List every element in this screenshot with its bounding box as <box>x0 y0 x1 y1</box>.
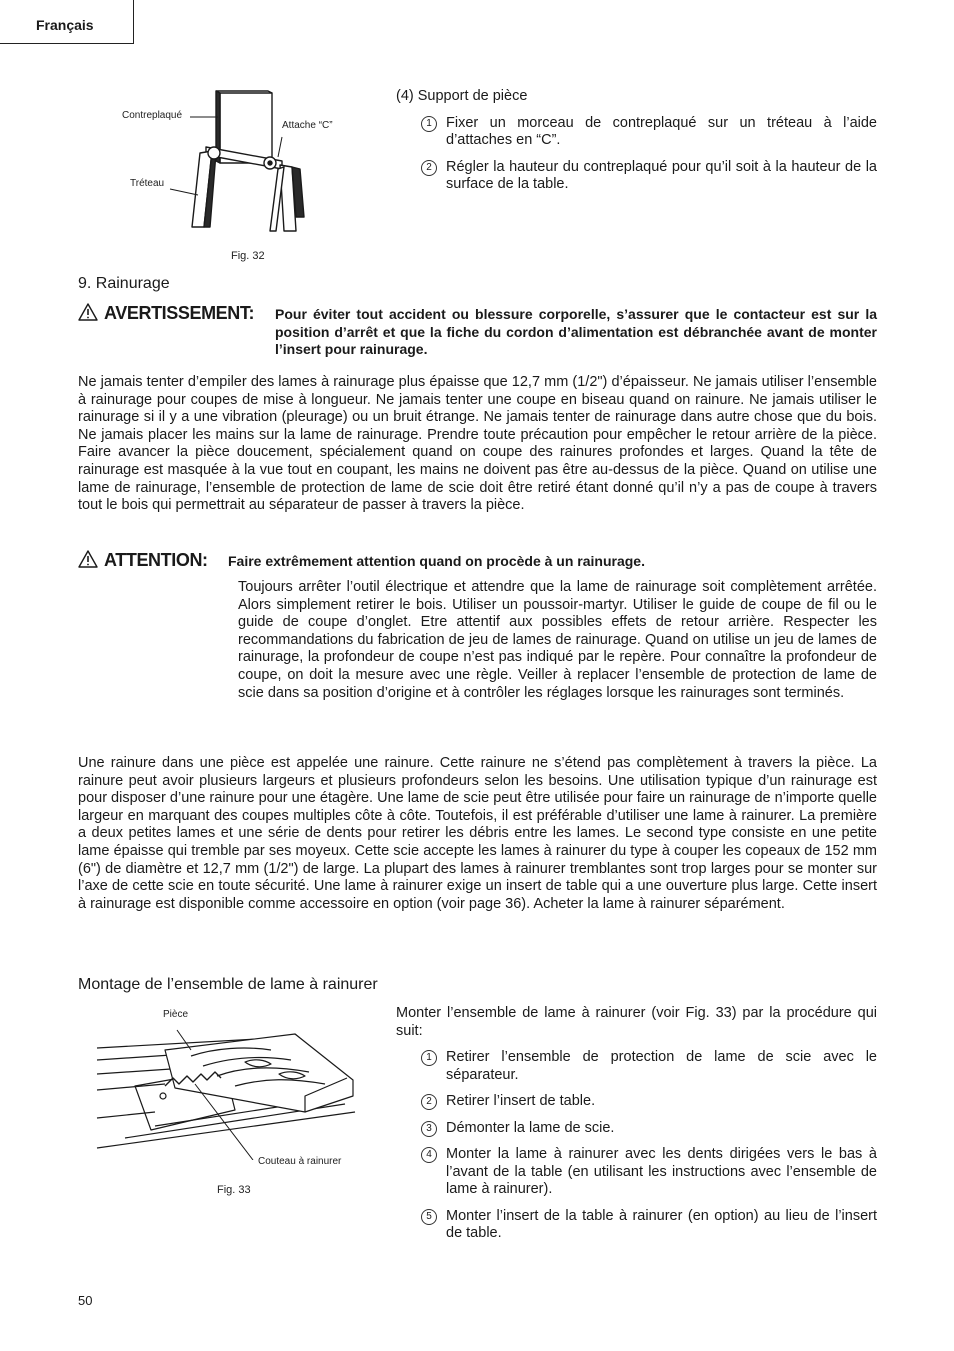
montage-step-1 <box>396 1049 877 1084</box>
step-text: Monter la lame à rainurer avec les dents dirigées vers le bas à l’avant de la table (en utilisant les instructions avec l’ensemble de lame à rainurer). <box>446 1146 877 1197</box>
figure-33-caption: Fig. 33 <box>217 1184 251 1196</box>
step-number: 2 <box>421 160 437 176</box>
step-text: Retirer l’ensemble de protection de lame de scie avec le séparateur. <box>446 1049 877 1083</box>
support-step-1 <box>396 115 877 150</box>
montage-heading: Montage de l’ensemble de lame à rainurer <box>78 976 378 993</box>
step-text: Monter l’insert de la table à rainurer (en option) au lieu de l’insert de table. <box>446 1207 877 1241</box>
rainurage-paragraph-2: Une rainure dans une pièce est appelée une rainure. Cette rainure ne s’étend pas complètement à travers la pièce. La rainure peut avoir plusieurs largeurs et plusieurs profondeurs selon les besoins. Une utilisation typique d’un rainurage est pour disposer d’une rainure pour une étagère. Une lame de scie peut être utilisée pour faire un rainurage de n’importe quelle largeur en marquant des coupes multiples côte à côte. Toutefois, il est préférable d’utiliser une lame à rainurer. La première a deux petites lames et une série de dents pour retirer les débris entre les lames. Le second type consiste en une petite lame épaisse qui tremble par ses moyeux. Cette scie accepte les lames à rainurer du type à couper les copeaux de 152 mm (6") de diamètre et 12,7 mm (1/2") de large. La plupart des lames à rainurer tremblantes sont trop larges pour se monter sur l’axe de cette scie en toute sécurité. Une lame à rainurer exige un insert de table qui a une ouverture plus large. Cette insert à rainurage est disponible comme accessoire en option (voir page 36). Acheter la lame à rainurer séparément. <box>78 755 877 912</box>
montage-step-4 <box>396 1146 877 1199</box>
montage-intro: Monter l’ensemble de lame à rainurer (voir Fig. 33) par la procédure qui suit: <box>396 1005 877 1039</box>
step-text: Retirer l’insert de table. <box>446 1093 596 1109</box>
caution-triangle-icon <box>78 550 98 568</box>
montage-step-3 <box>396 1120 877 1138</box>
caution-label: ATTENTION: <box>78 550 208 571</box>
caution-text: Faire extrêmement attention quand on procède à un rainurage. <box>228 553 645 569</box>
plywood-trestle-illustration <box>120 85 380 245</box>
rainurage-heading: 9. Rainurage <box>78 275 170 292</box>
figure-33 <box>95 1020 385 1160</box>
support-step-2 <box>396 159 877 194</box>
montage-step-2 <box>396 1093 877 1111</box>
caution-paragraph: Toujours arrêter l’outil électrique et attendre que la lame de rainurage soit complètement arrêtée. Alors simplement retirer le bois. Utiliser un poussoir-martyr. Utiliser le guide de coupe de fil ou le guide de coupe d’onglet. Etre attentif aux possibles effets de retour arrière. Respecter les recommandations du fabrication de jeu de lames de rainurage. Quand on utilise un jeu de lames de rainurage, la profondeur de coupe n’est pas indiqué par le repère. Pour connaître la profondeur de coupe, on doit la mesure avec une règle. Veiller à replacer l’ensemble de protection de lame de scie dans sa position d’origine et à contrôler les réglages lorsque les rainurages sont terminés. <box>238 579 877 701</box>
warning-triangle-icon <box>78 303 98 321</box>
dado-blade-illustration <box>95 1020 385 1160</box>
step-number: 1 <box>421 1050 437 1066</box>
page-number: 50 <box>78 1293 93 1308</box>
step-text: Fixer un morceau de contreplaqué sur un tréteau à l’aide d’attaches en “C”. <box>446 114 877 148</box>
step-number: 3 <box>421 1121 437 1137</box>
warning-block <box>78 303 878 363</box>
caution-block <box>78 550 878 572</box>
language-tab: Français <box>0 0 134 44</box>
callout-workpiece: Pièce <box>163 1009 189 1020</box>
figure-32 <box>120 85 380 245</box>
callout-trestle: Tréteau <box>130 178 165 189</box>
montage-section <box>396 1005 877 1243</box>
rainurage-paragraph-1: Ne jamais tenter d’empiler des lames à rainurage plus épaisse que 12,7 mm (1/2") d’épaisseur. Ne jamais utiliser l’ensemble à rainurage pour coupes de mise à longueur. Ne jamais tenter une coupe en biseau quand on rainure. Ne jamais utiliser le rainurage si il y a une vibration (pleurage) ou un bruit étrange. Ne jamais tenter de rainurage dans autre chose que du bois. Ne jamais placer les mains sur la lame de rainurage. Prendre toute précaution pour empêcher le retour arrière de la pièce. Faire avancer la pièce doucement, spécialement quand on coupe des rainures profondes et larges. Quand la tête de rainurage est masquée à la vue tout en coupant, les mains ne doivent pas être au-dessus de la pièce. Quand on utilise une lame de rainurage, l’ensemble de protection de lame de scie doit être retiré étant donné qu’il n’y a pas de coupe à travers tout le bois qui permettrait au séparateur de passer à travers la pièce. <box>78 374 877 514</box>
step-number: 1 <box>421 116 437 132</box>
step-number: 4 <box>421 1147 437 1163</box>
warning-label: AVERTISSEMENT: <box>78 303 254 324</box>
callout-c-clamp: Attache “C” <box>282 120 333 131</box>
step-text: Démonter la lame de scie. <box>446 1119 615 1136</box>
support-title: (4) Support de pièce <box>396 88 528 104</box>
montage-step-5 <box>396 1208 877 1243</box>
warning-text: Pour éviter tout accident ou blessure corporelle, s’assurer que le contacteur est sur la position d’arrêt et que la fiche du cordon d’alimentation est débranchée avant de monter l’insert pour rainurage. <box>275 306 877 357</box>
callout-plywood: Contreplaqué <box>122 110 183 121</box>
callout-dado-blade: Couteau à rainurer <box>258 1156 342 1167</box>
step-number: 2 <box>421 1094 437 1110</box>
figure-32-caption: Fig. 32 <box>231 250 265 262</box>
step-text: Régler la hauteur du contreplaqué pour qu’il soit à la hauteur de la surface de la table. <box>446 158 877 192</box>
support-section <box>396 88 877 194</box>
step-number: 5 <box>421 1209 437 1225</box>
